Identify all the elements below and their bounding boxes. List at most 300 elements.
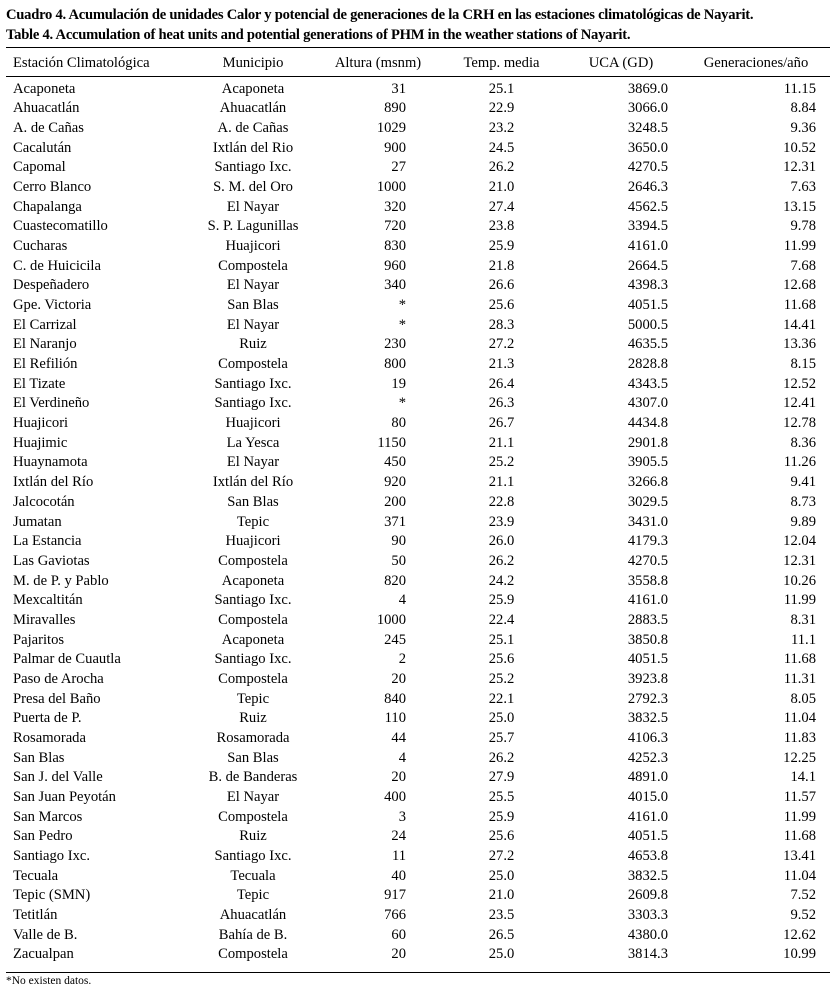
cell-altitude: 11: [391, 848, 406, 864]
cell-station: Ahuacatlán: [13, 100, 80, 117]
header-mean-temp: Temp. media: [463, 55, 540, 71]
cell-uca: 3303.3: [627, 907, 668, 924]
cell-uca: 4179.3: [627, 533, 668, 550]
cell-municipality: El Nayar: [226, 316, 280, 333]
cell-station: Capomal: [13, 159, 66, 176]
cell-uca: 3248.5: [627, 119, 668, 136]
cell-mean-temp: 22.1: [488, 690, 515, 707]
cell-municipality: Santiago Ixc.: [214, 592, 292, 609]
cell-generations: 11.04: [783, 710, 816, 727]
table-row: [6, 808, 830, 828]
table-row: [6, 335, 830, 355]
cell-generations: 11.68: [783, 297, 816, 313]
table-row: [6, 139, 830, 159]
cell-uca: 2664.5: [627, 257, 668, 274]
cell-uca: 4398.3: [627, 277, 668, 294]
table-row: [6, 434, 830, 454]
cell-altitude: 40: [391, 867, 406, 884]
cell-municipality: El Nayar: [226, 277, 280, 294]
table-row: [6, 847, 830, 867]
cell-altitude: 245: [384, 631, 406, 648]
cell-municipality: San Blas: [227, 749, 279, 766]
cell-uca: 3832.5: [627, 867, 668, 884]
cell-municipality: El Nayar: [226, 789, 280, 805]
cell-uca: 4161.0: [627, 808, 668, 825]
cell-mean-temp: 25.5: [488, 789, 515, 805]
cell-municipality: Compostela: [218, 946, 288, 963]
cell-mean-temp: 26.3: [488, 395, 515, 412]
cell-uca: 4343.5: [627, 375, 668, 392]
cell-uca: 4106.3: [627, 729, 668, 746]
cell-municipality: S. P. Lagunillas: [207, 218, 299, 235]
cell-municipality: Compostela: [218, 552, 288, 569]
cell-station: San Juan Peyotán: [13, 789, 116, 805]
table-row: [6, 394, 830, 414]
cell-altitude: 4: [398, 749, 406, 766]
cell-mean-temp: 26.2: [488, 749, 515, 766]
cell-altitude: 766: [384, 907, 406, 924]
cell-altitude: 371: [384, 513, 406, 530]
cell-municipality: Tecuala: [230, 867, 276, 884]
table-row: [6, 768, 830, 788]
cell-altitude: 50: [391, 552, 406, 569]
cell-station: A. de Cañas: [13, 119, 84, 136]
cell-mean-temp: 23.2: [488, 119, 515, 136]
table-row: [6, 513, 830, 533]
cell-generations: 11.99: [783, 808, 816, 825]
cell-altitude: 20: [391, 670, 406, 687]
cell-uca: 3905.5: [627, 454, 668, 471]
cell-generations: 9.78: [790, 218, 816, 235]
table-row: [6, 532, 830, 552]
cell-generations: 8.15: [790, 356, 816, 372]
cell-generations: 8.36: [790, 434, 816, 451]
cell-altitude: 27: [391, 159, 406, 176]
cell-mean-temp: 28.3: [488, 316, 515, 333]
cell-mean-temp: 26.4: [488, 375, 515, 392]
cell-altitude: 31: [391, 80, 406, 97]
cell-uca: 4051.5: [627, 651, 668, 668]
cell-generations: 11.04: [783, 867, 816, 884]
table-row: [6, 473, 830, 493]
table-caption: [6, 6, 832, 45]
cell-altitude: 19: [391, 375, 406, 392]
header-station: Estación Climatológica: [13, 55, 150, 71]
cell-station: El Tizate: [13, 375, 66, 392]
cell-municipality: Santiago Ixc.: [214, 651, 292, 668]
cell-uca: 2901.8: [627, 434, 668, 451]
table-row: [6, 316, 830, 336]
cell-mean-temp: 27.4: [488, 198, 515, 215]
header-rule: [6, 76, 830, 77]
cell-mean-temp: 26.0: [488, 533, 515, 550]
cell-generations: 9.52: [790, 907, 816, 924]
table-row: [6, 650, 830, 670]
cell-mean-temp: 27.9: [488, 769, 515, 786]
cell-station: Rosamorada: [13, 729, 86, 746]
cell-mean-temp: 25.0: [488, 867, 515, 884]
cell-generations: 7.68: [790, 257, 816, 274]
table-row: [6, 670, 830, 690]
cell-municipality: Santiago Ixc.: [214, 848, 292, 864]
cell-municipality: Santiago Ixc.: [214, 395, 292, 412]
cell-altitude: 44: [391, 729, 406, 746]
table-row: [6, 80, 830, 100]
cell-generations: 11.15: [783, 80, 816, 97]
cell-mean-temp: 21.1: [488, 474, 515, 491]
cell-station: Zacualpan: [13, 946, 74, 963]
table-row: [6, 552, 830, 572]
cell-mean-temp: 25.9: [488, 237, 515, 254]
cell-mean-temp: 26.5: [488, 926, 515, 943]
header-municipality: Municipio: [222, 55, 284, 71]
cell-altitude: 1150: [377, 434, 406, 451]
cell-uca: 2792.3: [627, 690, 668, 707]
cell-mean-temp: 25.6: [488, 297, 515, 313]
table-row: [6, 709, 830, 729]
cell-station: M. de P. y Pablo: [13, 572, 109, 589]
cell-station: Jumatan: [13, 513, 62, 530]
cell-generations: 8.31: [790, 611, 816, 628]
table-row: [6, 906, 830, 926]
cell-altitude: 20: [391, 769, 406, 786]
cell-uca: 2828.8: [627, 356, 668, 372]
cell-altitude: 1029: [376, 119, 406, 136]
cell-municipality: El Nayar: [226, 454, 280, 471]
cell-mean-temp: 23.5: [488, 907, 515, 924]
cell-mean-temp: 26.2: [488, 552, 515, 569]
cell-municipality: Acaponeta: [221, 572, 285, 589]
cell-mean-temp: 26.7: [488, 415, 515, 432]
cell-municipality: Bahía de B.: [218, 926, 288, 943]
cell-station: Presa del Baño: [13, 690, 101, 707]
cell-municipality: El Nayar: [226, 198, 280, 215]
cell-station: Valle de B.: [13, 926, 78, 943]
cell-mean-temp: 23.8: [488, 218, 515, 235]
cell-generations: 11.57: [783, 789, 816, 805]
cell-municipality: Compostela: [218, 257, 288, 274]
header-uca: UCA (GD): [588, 55, 654, 71]
cell-generations: 11.99: [783, 592, 816, 609]
cell-generations: 11.26: [783, 454, 816, 471]
cell-uca: 4380.0: [627, 926, 668, 943]
cell-altitude: 720: [384, 218, 406, 235]
cell-station: Miravalles: [13, 611, 76, 628]
cell-uca: 4051.5: [627, 828, 668, 845]
cell-uca: 4891.0: [627, 769, 668, 786]
cell-municipality: Santiago Ixc.: [214, 375, 292, 392]
table-row: [6, 945, 830, 965]
cell-municipality: Compostela: [218, 611, 288, 628]
cell-mean-temp: 21.0: [488, 887, 515, 904]
cell-altitude: 24: [391, 828, 406, 845]
cell-station: Tecuala: [13, 867, 59, 884]
cell-municipality: Ixtlán del Rio: [212, 139, 294, 156]
cell-altitude: 2: [398, 651, 406, 668]
cell-altitude: *: [398, 297, 406, 313]
table-row: [6, 729, 830, 749]
cell-generations: 13.15: [783, 198, 816, 215]
cell-station: Paso de Arocha: [13, 670, 104, 687]
table-row: [6, 788, 830, 808]
cell-altitude: 800: [384, 356, 406, 372]
cell-mean-temp: 23.9: [488, 513, 515, 530]
cell-mean-temp: 26.2: [488, 159, 515, 176]
cell-station: Las Gaviotas: [13, 552, 90, 569]
table-row: [6, 217, 830, 237]
table-row: [6, 631, 830, 651]
cell-generations: 12.41: [783, 395, 816, 412]
cell-altitude: 60: [391, 926, 406, 943]
table-row: [6, 257, 830, 277]
cell-altitude: 1000: [376, 178, 406, 195]
table-row: [6, 591, 830, 611]
table-row: [6, 99, 830, 119]
cell-uca: 4562.5: [627, 198, 668, 215]
cell-generations: 12.52: [783, 375, 816, 392]
table-row: [6, 926, 830, 946]
cell-mean-temp: 25.2: [488, 670, 515, 687]
cell-altitude: 20: [391, 946, 406, 963]
bottom-rule: [6, 972, 830, 973]
cell-mean-temp: 21.1: [488, 434, 515, 451]
table-row: [6, 198, 830, 218]
table-row: [6, 690, 830, 710]
cell-uca: 3558.8: [627, 572, 668, 589]
cell-altitude: 110: [384, 710, 406, 727]
table-row: [6, 355, 830, 375]
cell-uca: 4635.5: [627, 336, 668, 353]
header-altitude: Altura (msnm): [334, 55, 422, 71]
cell-altitude: 90: [391, 533, 406, 550]
cell-generations: 8.84: [790, 100, 816, 117]
cell-altitude: 450: [384, 454, 406, 471]
cell-uca: 4051.5: [627, 297, 668, 313]
cell-generations: 7.63: [790, 178, 816, 195]
cell-municipality: Ruiz: [239, 710, 267, 727]
cell-altitude: *: [398, 395, 406, 412]
cell-uca: 5000.5: [627, 316, 668, 333]
cell-altitude: 230: [384, 336, 406, 353]
cell-mean-temp: 25.6: [488, 651, 515, 668]
cell-station: Puerta de P.: [13, 710, 82, 727]
cell-generations: 14.1: [790, 769, 816, 786]
cell-mean-temp: 25.9: [488, 808, 515, 825]
cell-generations: 13.36: [783, 336, 816, 353]
cell-station: El Carrizal: [13, 316, 77, 333]
cell-uca: 3394.5: [627, 218, 668, 235]
cell-mean-temp: 26.6: [488, 277, 515, 294]
table-header: [6, 54, 830, 74]
cell-municipality: Compostela: [218, 808, 288, 825]
cell-generations: 11.68: [783, 651, 816, 668]
cell-generations: 11.83: [783, 729, 816, 746]
cell-municipality: Acaponeta: [221, 80, 285, 97]
cell-generations: 10.26: [783, 572, 816, 589]
cell-mean-temp: 22.4: [488, 611, 515, 628]
table-row: [6, 611, 830, 631]
cell-generations: 12.04: [783, 533, 816, 550]
table-row: [6, 453, 830, 473]
cell-uca: 3850.8: [627, 631, 668, 648]
cell-mean-temp: 25.2: [488, 454, 515, 471]
cell-municipality: Ahuacatlán: [219, 100, 287, 117]
cell-uca: 2883.5: [627, 611, 668, 628]
table-row: [6, 493, 830, 513]
table-row: [6, 375, 830, 395]
cell-altitude: 830: [384, 237, 406, 254]
cell-uca: 4161.0: [627, 592, 668, 609]
cell-municipality: Compostela: [218, 670, 288, 687]
cell-uca: 3832.5: [627, 710, 668, 727]
cell-station: Cuastecomatillo: [13, 218, 108, 235]
cell-altitude: 3: [398, 808, 406, 825]
cell-altitude: 917: [384, 887, 406, 904]
cell-municipality: Acaponeta: [221, 631, 285, 648]
cell-mean-temp: 25.0: [488, 710, 515, 727]
cell-station: San Blas: [13, 749, 65, 766]
cell-mean-temp: 25.9: [488, 592, 515, 609]
cell-municipality: Huajicori: [225, 533, 281, 550]
caption-english: Table 4. Accumulation of heat units and potential generations of PHM in the weather stations of Nayarit.: [6, 26, 631, 43]
cell-altitude: 960: [384, 257, 406, 274]
cell-station: Cucharas: [13, 237, 68, 254]
cell-municipality: Ahuacatlán: [219, 907, 287, 924]
cell-municipality: B. de Banderas: [208, 769, 298, 786]
cell-station: San Pedro: [13, 828, 73, 845]
cell-mean-temp: 22.9: [488, 100, 515, 117]
cell-municipality: Ruiz: [239, 336, 267, 353]
cell-uca: 4270.5: [627, 552, 668, 569]
cell-generations: 8.73: [790, 493, 816, 510]
cell-uca: 3066.0: [627, 100, 668, 117]
cell-uca: 4015.0: [627, 789, 668, 805]
cell-municipality: A. de Cañas: [217, 119, 289, 136]
cell-mean-temp: 25.6: [488, 828, 515, 845]
cell-mean-temp: 24.2: [488, 572, 515, 589]
cell-altitude: 820: [384, 572, 406, 589]
cell-station: Cerro Blanco: [13, 178, 92, 195]
cell-mean-temp: 21.3: [488, 356, 515, 372]
cell-station: Cacalután: [13, 139, 72, 156]
cell-uca: 4270.5: [627, 159, 668, 176]
table-row: [6, 414, 830, 434]
cell-station: San J. del Valle: [13, 769, 103, 786]
cell-municipality: S. M. del Oro: [213, 178, 293, 195]
cell-uca: 3029.5: [627, 493, 668, 510]
cell-generations: 12.31: [783, 552, 816, 569]
top-rule: [6, 47, 830, 48]
cell-station: Pajaritos: [13, 631, 65, 648]
cell-uca: 3923.8: [627, 670, 668, 687]
cell-generations: 9.89: [790, 513, 816, 530]
cell-station: Huaynamota: [13, 454, 88, 471]
cell-station: Gpe. Victoria: [13, 297, 92, 313]
cell-mean-temp: 25.1: [488, 631, 515, 648]
cell-station: San Marcos: [13, 808, 83, 825]
cell-generations: 14.41: [783, 316, 816, 333]
cell-altitude: 200: [384, 493, 406, 510]
cell-municipality: San Blas: [227, 493, 279, 510]
cell-station: Tepic (SMN): [13, 887, 91, 904]
cell-municipality: Huajicori: [225, 237, 281, 254]
table-row: [6, 572, 830, 592]
cell-generations: 12.31: [783, 159, 816, 176]
cell-generations: 12.62: [783, 926, 816, 943]
cell-generations: 7.52: [790, 887, 816, 904]
cell-station: Huajimic: [13, 434, 68, 451]
cell-station: Chapalanga: [13, 198, 82, 215]
cell-generations: 11.68: [783, 828, 816, 845]
cell-altitude: 340: [384, 277, 406, 294]
caption-spanish: Cuadro 4. Acumulación de unidades Calor y potencial de generaciones de la CRH en las estaciones climatológicas de Nayarit.: [6, 7, 754, 23]
table-row: [6, 296, 830, 316]
table-row: [6, 158, 830, 178]
footnote: *No existen datos.: [6, 975, 92, 987]
cell-generations: 8.05: [790, 690, 816, 707]
cell-station: Jalcocotán: [13, 493, 75, 510]
cell-uca: 2609.8: [627, 887, 668, 904]
cell-altitude: 900: [384, 139, 406, 156]
cell-municipality: La Yesca: [226, 434, 280, 451]
cell-municipality: Tepic: [236, 690, 270, 707]
cell-mean-temp: 22.8: [488, 493, 515, 510]
cell-altitude: 920: [384, 474, 406, 491]
cell-municipality: Ruiz: [239, 828, 267, 845]
cell-station: Huajicori: [13, 415, 69, 432]
cell-municipality: Santiago Ixc.: [214, 159, 292, 176]
cell-altitude: 1000: [376, 611, 406, 628]
cell-mean-temp: 21.8: [488, 257, 515, 274]
cell-uca: 3650.0: [627, 139, 668, 156]
cell-generations: 9.41: [790, 474, 816, 491]
cell-mean-temp: 21.0: [488, 178, 515, 195]
cell-station: La Estancia: [13, 533, 82, 550]
cell-generations: 11.1: [791, 631, 816, 648]
cell-uca: 3266.8: [627, 474, 668, 491]
cell-mean-temp: 25.1: [488, 80, 515, 97]
cell-station: El Refilión: [13, 356, 78, 372]
table-row: [6, 237, 830, 257]
cell-uca: 4434.8: [627, 415, 668, 432]
cell-uca: 4161.0: [627, 237, 668, 254]
cell-municipality: Huajicori: [225, 415, 281, 432]
cell-uca: 2646.3: [627, 178, 668, 195]
cell-municipality: Tepic: [236, 513, 270, 530]
cell-station: C. de Huicicila: [13, 257, 101, 274]
table-row: [6, 827, 830, 847]
cell-generations: 12.78: [783, 415, 816, 432]
cell-uca: 3869.0: [627, 80, 668, 97]
cell-generations: 10.99: [783, 946, 816, 963]
table-row: [6, 867, 830, 887]
cell-station: Acaponeta: [13, 80, 76, 97]
cell-mean-temp: 25.7: [488, 729, 515, 746]
cell-altitude: 320: [384, 198, 406, 215]
cell-municipality: Rosamorada: [216, 729, 290, 746]
cell-uca: 3814.3: [627, 946, 668, 963]
cell-uca: 4653.8: [627, 848, 668, 864]
cell-generations: 9.36: [790, 119, 816, 136]
cell-station: El Naranjo: [13, 336, 77, 353]
cell-municipality: Compostela: [218, 356, 288, 372]
cell-generations: 10.52: [783, 139, 816, 156]
cell-altitude: 840: [384, 690, 406, 707]
cell-generations: 11.99: [783, 237, 816, 254]
cell-uca: 3431.0: [627, 513, 668, 530]
cell-station: Santiago Ixc.: [13, 848, 91, 864]
cell-mean-temp: 27.2: [488, 336, 515, 353]
